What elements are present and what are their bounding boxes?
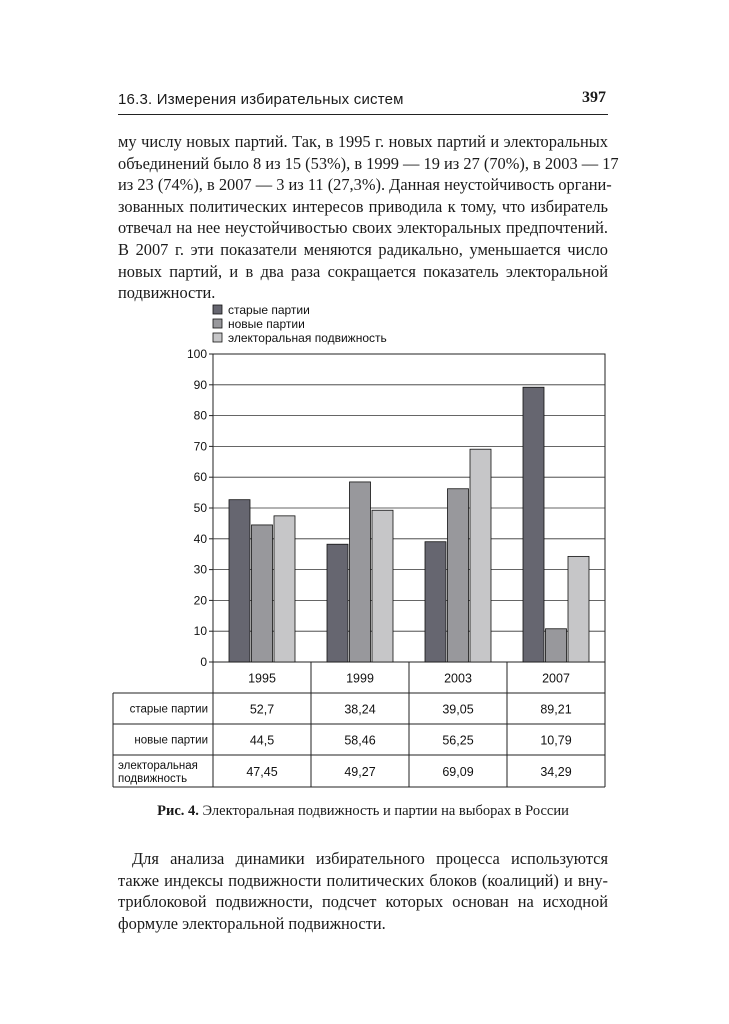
data-value-label: 69,09 — [442, 765, 474, 779]
data-value-label: 34,29 — [540, 765, 572, 779]
bar — [568, 556, 589, 662]
section-title: 16.3. Измерения избирательных систем — [118, 91, 404, 108]
text-line: объединений было 8 из 15 (53%), в 1999 — 19 из 27 (70%), в 2003 — 17 — [118, 153, 619, 173]
x-category-label: 1995 — [248, 671, 276, 686]
data-value-label: 52,7 — [249, 702, 275, 717]
data-value-label: 10,79 — [540, 733, 572, 748]
y-tick-label: 40 — [193, 531, 207, 546]
legend-label: электоральная подвижность — [228, 331, 387, 345]
x-category-label: 1999 — [346, 671, 374, 686]
bar — [274, 516, 295, 662]
legend-label: старые партии — [228, 303, 310, 317]
y-tick-label: 70 — [193, 439, 207, 454]
bar — [229, 500, 250, 662]
data-value-label: 47,45 — [246, 765, 278, 779]
caption-text: Электоральная подвижность и партии на выборах в России — [202, 803, 569, 819]
bar — [327, 544, 348, 662]
legend-swatch — [213, 305, 222, 314]
text-line: зованных политических интересов приводила к тому, что избиратель — [118, 196, 608, 216]
data-value-label: 39,05 — [442, 702, 474, 717]
data-value-label: 49,27 — [344, 765, 376, 779]
y-tick-label: 20 — [193, 593, 207, 608]
table-row-label: старые партии — [129, 703, 208, 716]
y-tick-label: 90 — [193, 377, 207, 392]
page-number: 397 — [582, 89, 606, 106]
y-tick-label: 60 — [193, 470, 207, 485]
x-category-label: 2003 — [444, 671, 472, 686]
legend-label: новые партии — [228, 317, 305, 331]
legend-swatch — [213, 333, 222, 342]
text-line: подвижности. — [118, 283, 216, 303]
text-line: отвечал на нее неустойчивостью своих электоральных предпочтений. — [118, 218, 608, 238]
bar — [425, 542, 446, 662]
y-tick-label: 80 — [193, 408, 207, 423]
text-line: из 23 (74%), в 2007 — 3 из 11 (27,3%). Данная неустойчивость органи- — [118, 175, 612, 195]
data-value-label: 44,5 — [249, 733, 275, 748]
bar — [470, 449, 491, 662]
legend-swatch — [213, 319, 222, 328]
bar — [252, 525, 273, 662]
y-tick-label: 30 — [193, 562, 207, 577]
data-value-label: 38,24 — [344, 702, 376, 717]
bar — [350, 482, 371, 662]
body-paragraph-2 — [118, 848, 608, 934]
caption-label: Рис. 4. — [157, 803, 199, 819]
y-tick-label: 100 — [186, 347, 207, 361]
text-line: Для анализа динамики избирательного процесса используются — [132, 849, 608, 868]
figure-caption — [118, 803, 608, 820]
text-line: В 2007 г. эти показатели меняются радикально, уменьшается число — [118, 239, 608, 259]
bar — [523, 387, 544, 662]
bar — [448, 489, 469, 662]
x-category-label: 2007 — [542, 671, 570, 686]
table-row-label: новые партии — [134, 734, 208, 747]
text-line: формуле электоральной подвижности. — [118, 913, 386, 933]
text-line: му числу новых партий. Так, в 1995 г. новых партий и электоральных — [118, 132, 608, 151]
y-tick-label: 0 — [200, 655, 207, 669]
text-line: также индексы подвижности политических блоков (коалиций) и вну- — [118, 870, 608, 890]
table-row-label: электоральная — [118, 760, 198, 772]
data-value-label: 56,25 — [442, 733, 474, 748]
table-row-label: подвижность — [118, 773, 188, 785]
bar — [372, 510, 393, 662]
text-line: новых партий, и в два раза сокращается показатель электоральной — [118, 261, 608, 281]
y-tick-label: 10 — [193, 624, 207, 639]
data-value-label: 89,21 — [540, 702, 572, 717]
data-value-label: 58,46 — [344, 733, 376, 748]
y-tick-label: 50 — [193, 501, 207, 515]
bar — [546, 629, 567, 662]
text-line: триблоковой подвижности, подсчет которых основан на исходной — [118, 892, 608, 912]
